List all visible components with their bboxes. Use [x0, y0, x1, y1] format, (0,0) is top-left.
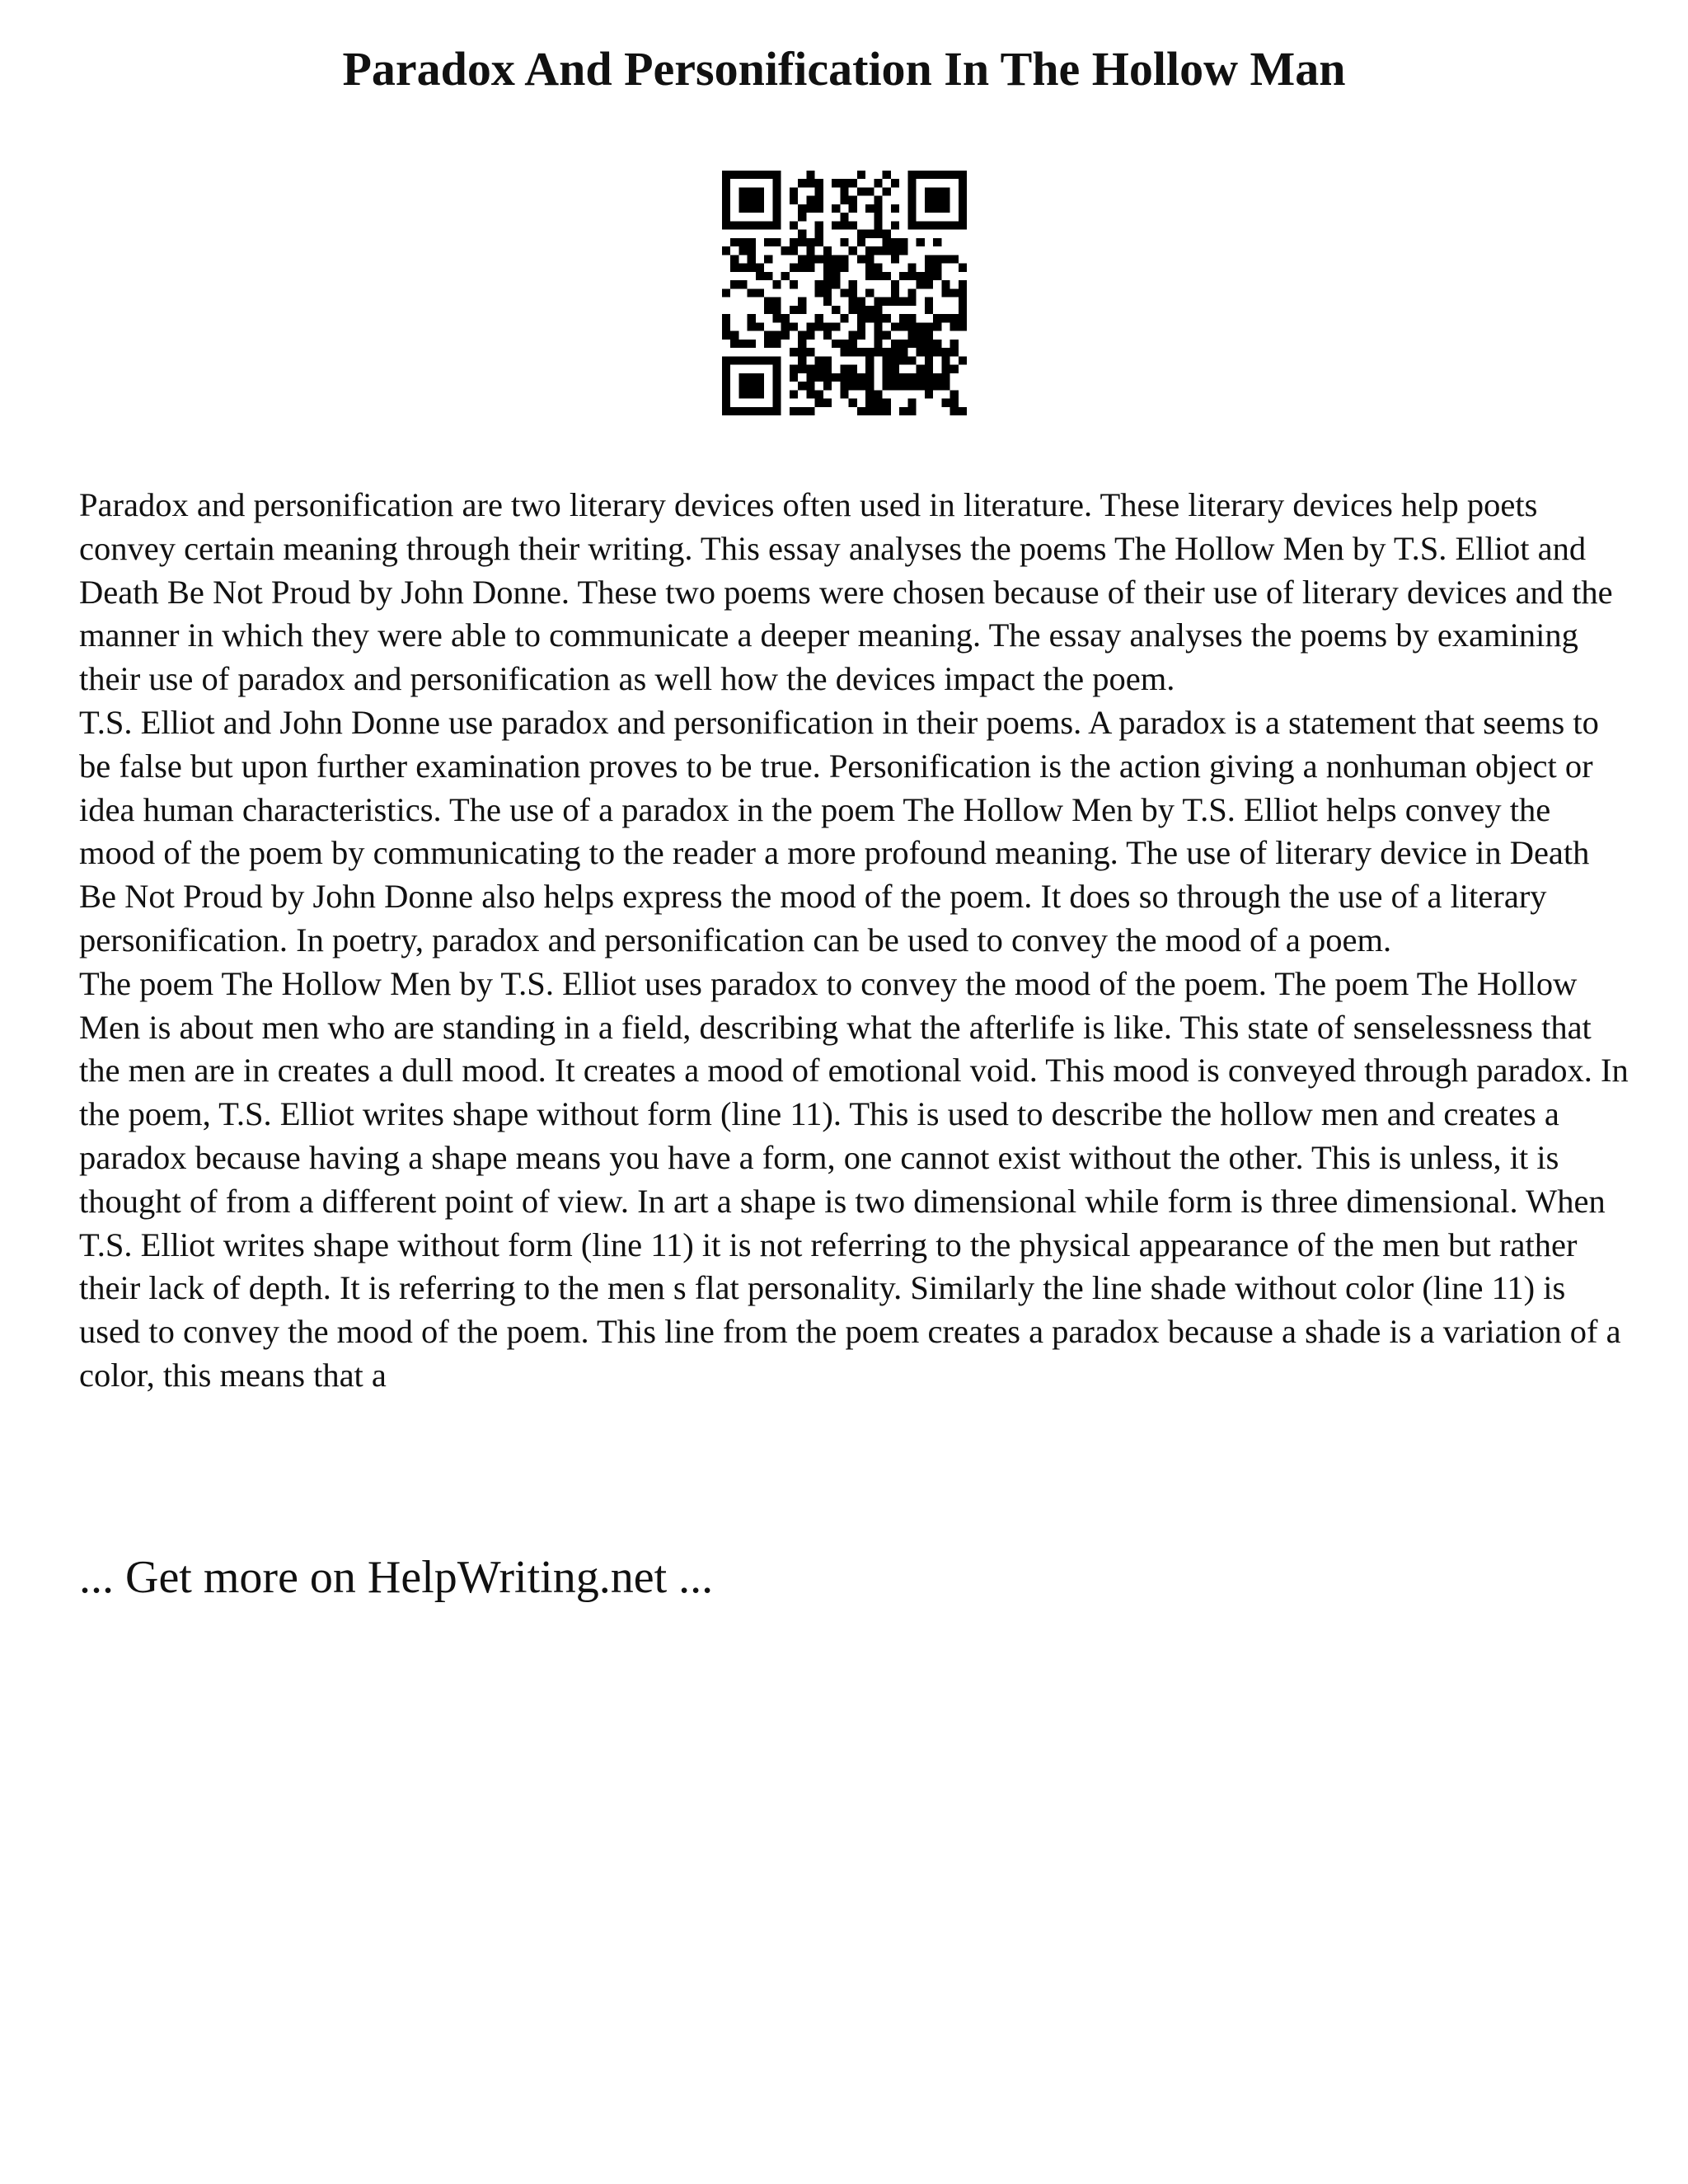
paragraph-hollow-men: The poem The Hollow Men by T.S. Elliot uses paradox to convey the mood of the poem. The poem The Hollow Men is about men who are standing in a field, describing what the afterlife is like. This state of senselessness that the men are in creates a dull mood. It creates a mood of emotional void. This mood is conveyed through paradox. In the poem, T.S. Elliot writes shape without form (line 11). This is used to describe the hollow men and creates a paradox because having a shape means you have a form, one cannot exist without the other. This is unless, it is thought of from a different point of view. In art a shape is two dimensional while form is three dimensional. When T.S. Elliot writes shape without form (line 11) it is not referring to the physical appearance of the men but rather their lack of depth. It is referring to the men s flat personality. Similarly the line shade without color (line 11) is used to convey the mood of the poem. This line from the poem creates a paradox because a shade is a variation of a color, this means that a [79, 964, 1629, 1394]
document-title: Paradox And Personification In The Hollow Man [342, 42, 1346, 96]
get-more-link[interactable]: ... Get more on HelpWriting.net ... [79, 1552, 714, 1603]
paragraph-devices: T.S. Elliot and John Donne use paradox and personification in their poems. A paradox is a statement that seems to be false but upon further examination proves to be true. Personification is the action giving a nonhuman object or idea human characteristics. The use of a paradox in the poem The Hollow Men by T.S. Elliot helps convey the mood of the poem by communicating to the reader a more profound meaning. The use of literary device in Death Be Not Proud by John Donne also helps express the mood of the poem. It does so through the use of a literary personification. In poetry, paradox and personification can be used to convey the mood of a poem. [79, 703, 1599, 958]
qr-code-icon [722, 171, 967, 415]
paragraph-intro: Paradox and personification are two literary devices often used in literature. These literary devices help poets convey certain meaning through their writing. This essay analyses the poems The Hollow Men by T.S. Elliot and Death Be Not Proud by John Donne. These two poems were chosen because of their use of literary devices and the manner in which they were able to communicate a deeper meaning. The essay analyses the poems by examining their use of paradox and personification as well how the devices impact the poem. [79, 486, 1613, 698]
document-body [79, 484, 1629, 1398]
